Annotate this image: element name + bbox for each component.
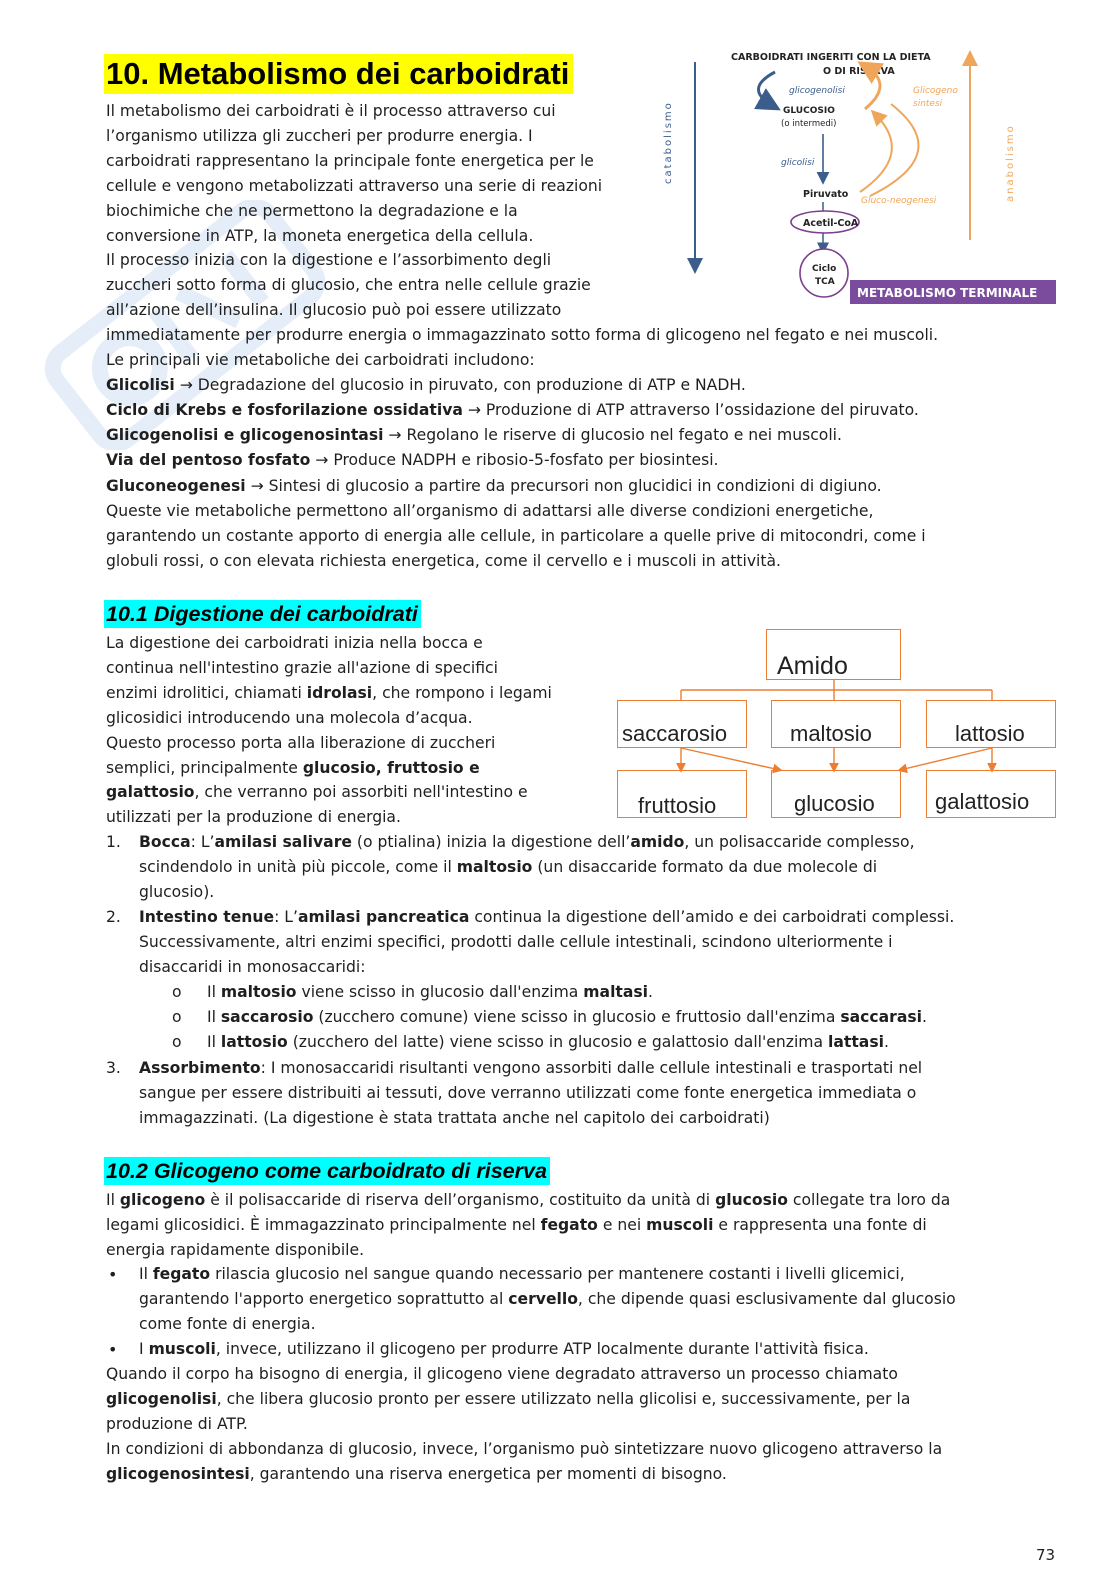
list-item-line: sangue per essere distribuiti ai tessuti, dove verranno utilizzati come fonte energetica immediata o [139,1084,917,1102]
ciclo-label: Ciclo [812,264,837,274]
tca-label: TCA [815,277,835,287]
sub-item: Il saccarosio (zucchero comune) viene scisso in glucosio e fruttosio dall'enzima saccarasi. [207,1008,927,1026]
list-number: 1. [106,833,121,851]
s1-line: glicosidici introducendo una molecola d’acqua. [106,709,473,727]
list-item-intestino: Intestino tenue: L’amilasi pancreatica continua la digestione dell’amido e dei carboidrati complessi. [139,908,955,926]
sub-marker: o [172,983,182,1001]
fruttosio-box: fruttosio [617,770,747,818]
catabolismo-label: catabolismo [663,101,674,184]
glicogeno-label: Glicogeno [913,86,958,96]
s1-line: continua nell'intestino grazie all'azione di specifici [106,659,498,677]
page-title: 10. Metabolismo dei carboidrati [104,54,573,94]
glucosio-box: glucosio [771,770,901,818]
bullet-item-muscoli: I muscoli, invece, utilizzano il glicogeno per produrre ATP localmente durante l'attività fisica. [139,1340,869,1358]
intro-line: carboidrati rappresentano la principale fonte energetica per le [106,152,594,170]
list-item-line: glucosio). [139,883,215,901]
sub-item: Il lattosio (zucchero del latte) viene scisso in glucosio e galattosio dall'enzima lattasi. [207,1033,889,1051]
glucosio-label: GLUCOSIO [783,106,835,116]
sub-item: Il maltosio viene scisso in glucosio dall'enzima maltasi. [207,983,653,1001]
list-item-line: Successivamente, altri enzimi specifici, prodotti dalle cellule intestinali, scindono ulteriormente i [139,933,893,951]
list-number: 2. [106,908,121,926]
s2-line: Quando il corpo ha bisogno di energia, il glicogeno viene degradato attraverso un processo chiamato [106,1365,898,1383]
gluconeogenesi-label: Gluco-neogenesi [861,196,937,206]
bullet-item-fegato: Il fegato rilascia glucosio nel sangue quando necessario per mantenere costanti i livelli glicemici, [139,1265,905,1283]
s2-line: glicogenolisi, che libera glucosio pronto per essere utilizzato nella glicolisi e, successivamente, per la [106,1390,911,1408]
s2-line: In condizioni di abbondanza di glucosio, invece, l’organismo può sintetizzare nuovo glicogeno attraverso la [106,1440,943,1458]
s1-line: La digestione dei carboidrati inizia nella bocca e [106,634,483,652]
bullet: • [108,1265,118,1284]
pathway-item: Via del pentoso fosfato → Produce NADPH e ribosio-5-fosfato per biosintesi. [106,451,719,469]
anabolismo-label: anabolismo [1005,124,1016,202]
list-item-bocca: Bocca: L’amilasi salivare (o ptialina) inizia la digestione dell’amido, un polisaccaride complesso, [139,833,915,851]
bullet: • [108,1340,118,1359]
intro-line: conversione in ATP, la moneta energetica della cellula. [106,227,534,245]
sub-marker: o [172,1033,182,1051]
sintesi-label: sintesi [913,99,943,109]
s1-line: utilizzati per la produzione di energia. [106,808,401,826]
bullet-item-line: come fonte di energia. [139,1315,316,1333]
conclusion-line: Queste vie metaboliche permettono all’organismo di adattarsi alle diverse condizioni energetiche, [106,502,874,520]
maltosio-box: maltosio [771,700,901,748]
pathway-item: Gluconeogenesi → Sintesi di glucosio a partire da precursori non glucidici in condizioni di digiuno. [106,477,882,495]
list-number: 3. [106,1059,121,1077]
intro-line: l’organismo utilizza gli zuccheri per produrre energia. I [106,127,533,145]
intro-line: biochimiche che ne permettono la degradazione e la [106,202,518,220]
page-number: 73 [1036,1546,1056,1564]
amido-box: Amido [766,629,901,680]
intro-line: Il metabolismo dei carboidrati è il processo attraverso cui [106,102,556,120]
diagram-top-label-2: O DI RISERVA [823,66,895,77]
sub-marker: o [172,1008,182,1026]
acetil-label: Acetil-CoA [803,218,859,229]
conclusion-line: garantendo un costante apporto di energia alle cellule, in particolare a quelle prive di mitocondri, come i [106,527,926,545]
intro-line: zuccheri sotto forma di glucosio, che entra nelle cellule grazie [106,276,591,294]
pathway-item: Glicolisi → Degradazione del glucosio in piruvato, con produzione di ATP e NADH. [106,376,746,394]
s2-line: Il glicogeno è il polisaccaride di riserva dell’organismo, costituito da unità di glucosio collegate tra loro da [106,1191,951,1209]
bullet-item-line: garantendo l'apporto energetico soprattutto al cervello, che dipende quasi esclusivamente dal glucosio [139,1290,956,1308]
conclusion-line: globuli rossi, o con elevata richiesta energetica, come il cervello e i muscoli in attività. [106,552,782,570]
s1-line: galattosio, che verranno poi assorbiti nell'intestino e [106,783,528,801]
glicogenolisi-label: glicogenolisi [789,86,845,96]
diagram-top-label: CARBOIDRATI INGERITI CON LA DIETA [731,52,931,63]
s2-line: glicogenosintesi, garantendo una riserva energetica per momenti di bisogno. [106,1465,727,1483]
s2-line: produzione di ATP. [106,1415,248,1433]
intro-line: cellule e vengono metabolizzati attraverso una serie di reazioni [106,177,603,195]
section-heading-10-1: 10.1 Digestione dei carboidrati [104,600,421,628]
intro-line: all’azione dell’insulina. Il glucosio può poi essere utilizzato [106,301,562,319]
pathway-item: Glicogenolisi e glicogenosintasi → Regolano le riserve di glucosio nel fegato e nei muscoli. [106,426,842,444]
list-item-assorbimento: Assorbimento: I monosaccaridi risultanti vengono assorbiti dalle cellule intestinali e trasportati nel [139,1059,923,1077]
pathway-item: Ciclo di Krebs e fosforilazione ossidativa → Produzione di ATP attraverso l’ossidazione del piruvato. [106,401,919,419]
list-item-line: scindendolo in unità più piccole, come il maltosio (un disaccaride formato da due molecole di [139,858,878,876]
metabolismo-terminale-banner: METABOLISMO TERMINALE [857,286,1038,300]
glicolisi-label: glicolisi [781,158,815,168]
list-item-line: disaccaridi in monosaccaridi: [139,958,366,976]
s1-line: Questo processo porta alla liberazione di zuccheri [106,734,496,752]
metabolism-diagram [655,44,1065,314]
section-heading-10-2: 10.2 Glicogeno come carboidrato di riserva [104,1157,550,1185]
s1-line: enzimi idrolitici, chiamati idrolasi, che rompono i legami [106,684,552,702]
saccarosio-box: saccarosio [617,700,747,748]
piruvato-label: Piruvato [803,189,849,200]
intro-line: Le principali vie metaboliche dei carboidrati includono: [106,351,535,369]
s1-line: semplici, principalmente glucosio, fruttosio e [106,759,480,777]
intro-line: Il processo inizia con la digestione e l’assorbimento degli [106,251,552,269]
s2-line: energia rapidamente disponibile. [106,1241,365,1259]
intermedi-label: (o intermedi) [781,119,837,129]
intro-line: immediatamente per produrre energia o immagazzinato sotto forma di glicogeno nel fegato e nei muscoli. [106,326,939,344]
galattosio-box: galattosio [926,770,1056,818]
list-item-line: immagazzinati. (La digestione è stata trattata anche nel capitolo dei carboidrati) [139,1109,770,1127]
s2-line: legami glicosidici. È immagazzinato principalmente nel fegato e nei muscoli e rappresenta una fonte di [106,1216,927,1234]
lattosio-box: lattosio [926,700,1056,748]
